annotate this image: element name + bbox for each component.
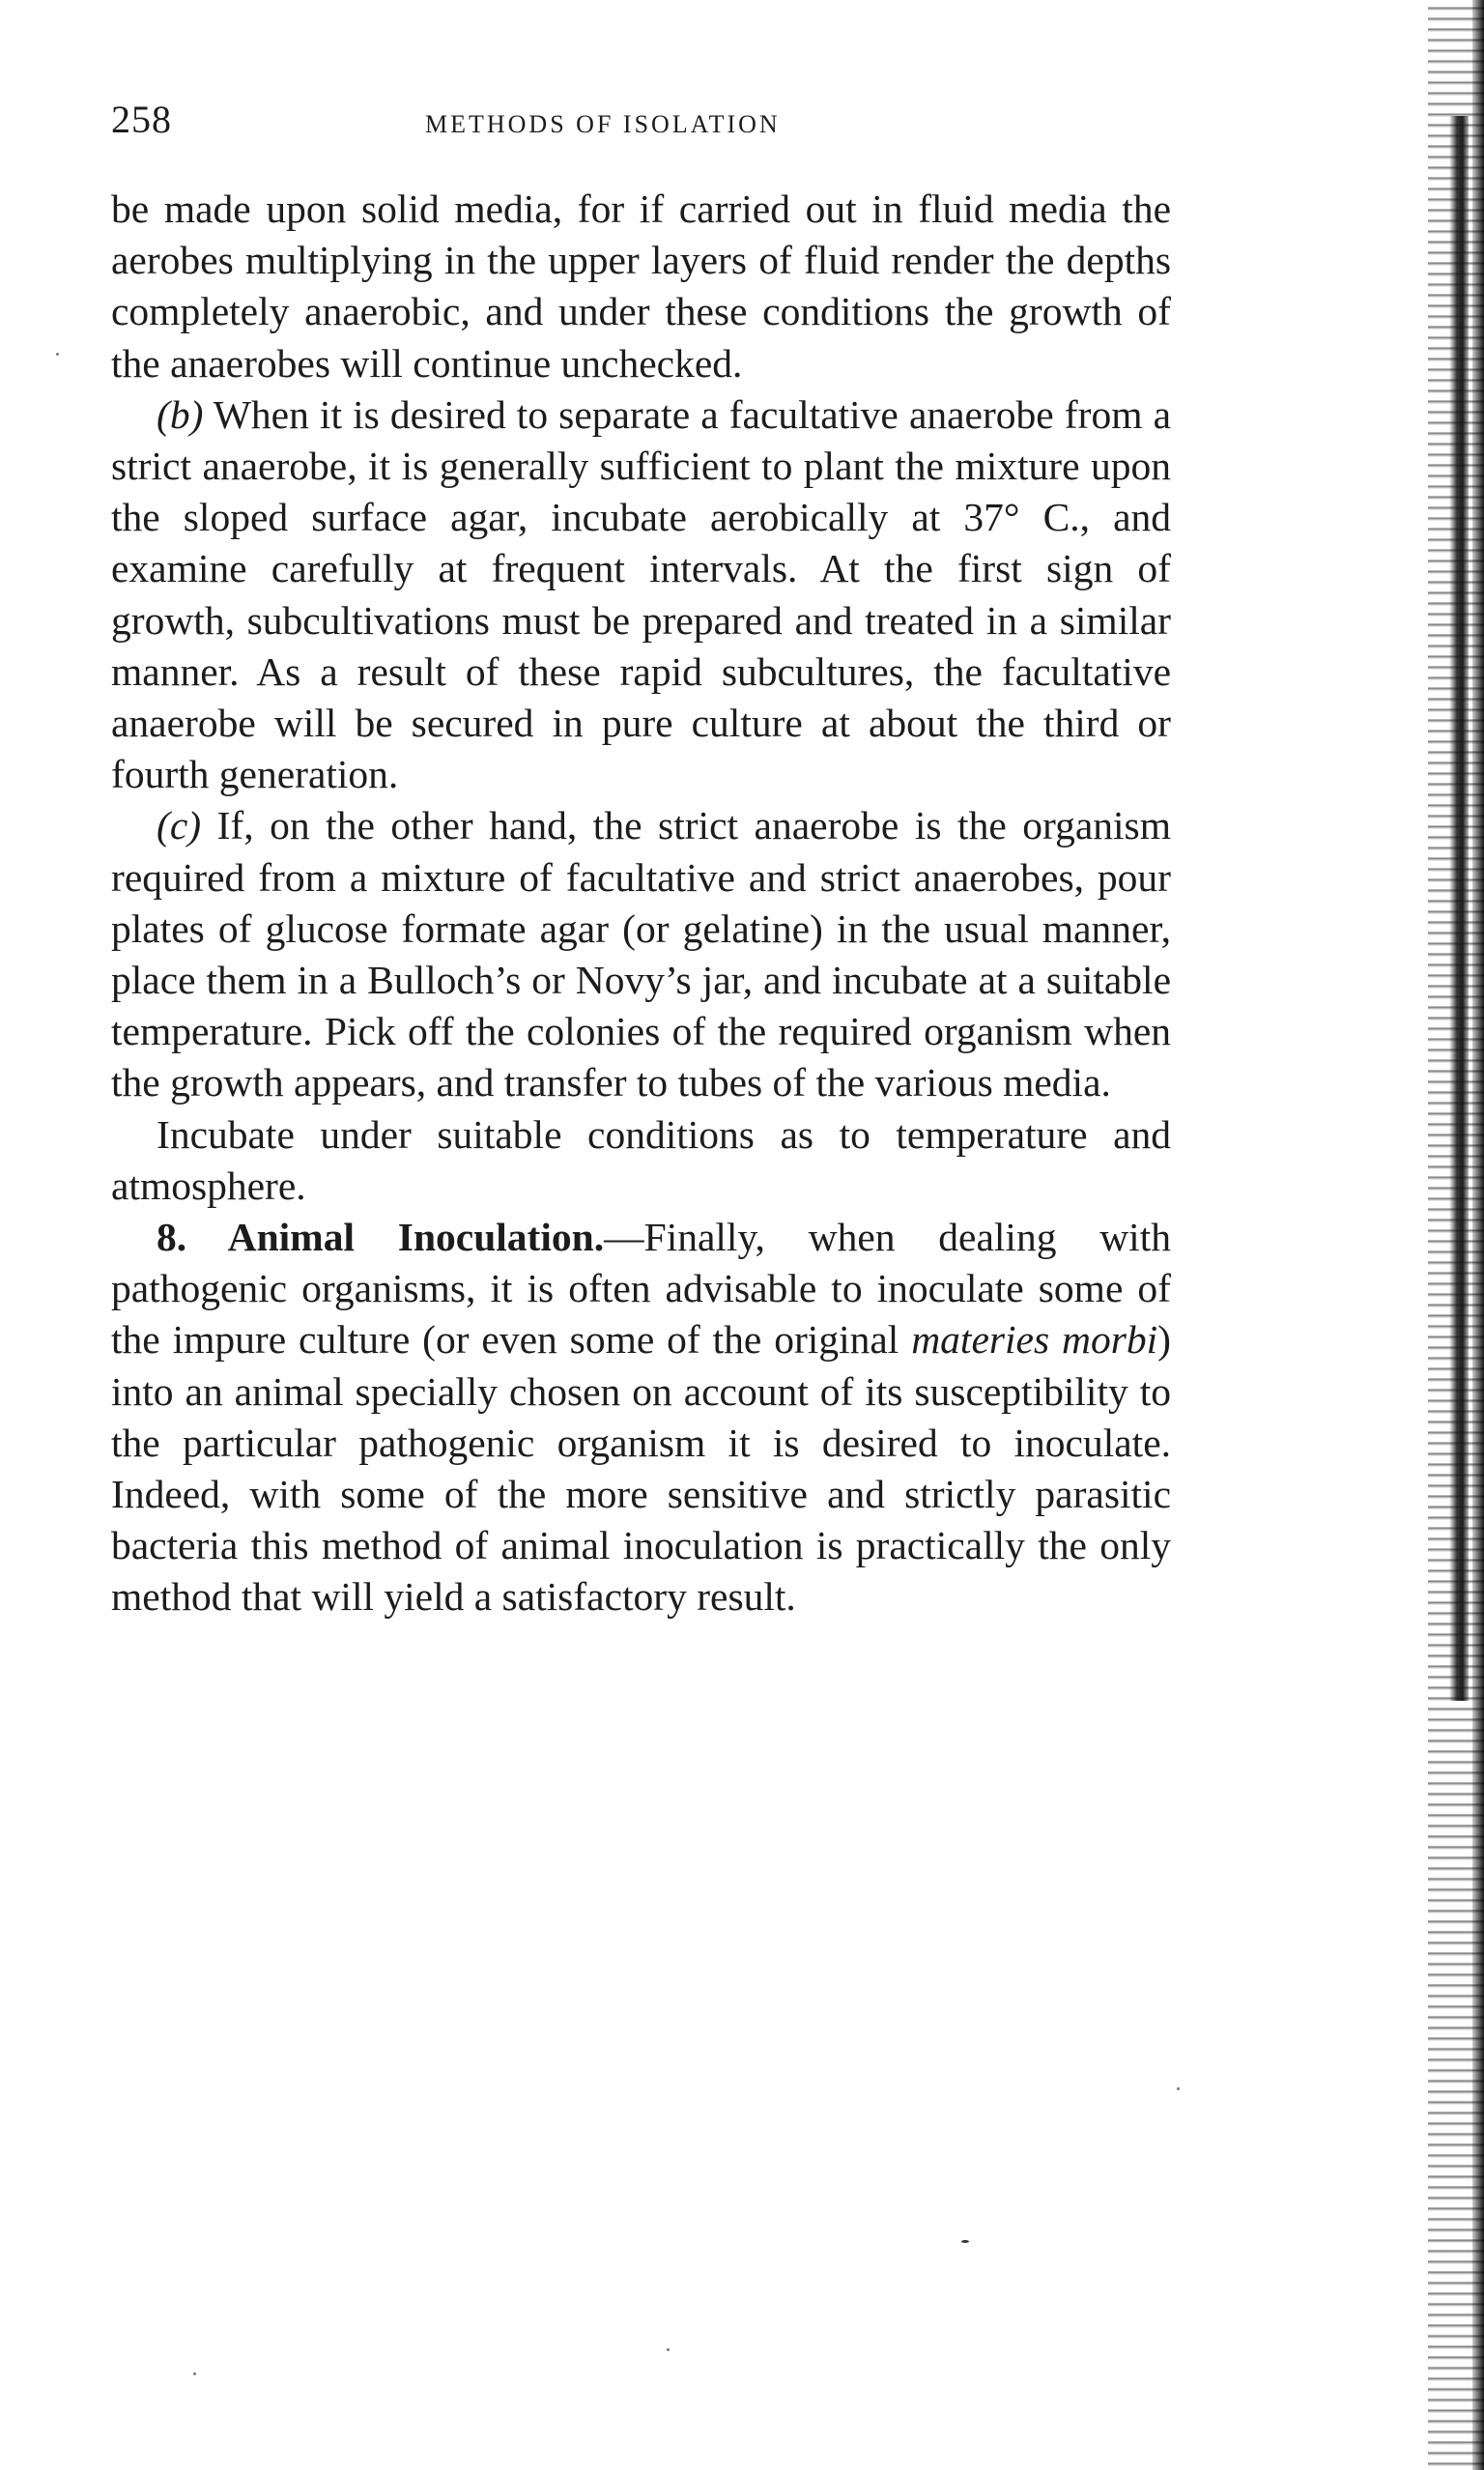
paragraph-text: When it is desired to separate a facultative anaerobe from a strict anaerobe, it is generally sufficient to plant the mixture upon the sloped surface agar, incubate aerobically at 37° C., and examine carefully at frequent intervals. At the first sign of growth, subcultivations must be prepared and treated in a similar manner. As a result of these rapid subcultures, the facultative anaerobe will be secured in pure culture at about the third or fourth generation. (111, 391, 1171, 797)
paragraph-animal-inoculation (111, 1212, 1171, 1623)
paper-speck (961, 2240, 969, 2243)
paragraph-text: be made upon solid media, for if carried out in fluid media the aerobes multiplying in the upper layers of fluid render the depths completely anaerobic, and under these conditions the growth of the anaerobes will continue unchecked. (111, 187, 1171, 386)
running-head (111, 97, 1174, 155)
scan-binding-shadow (1428, 0, 1484, 2470)
paragraph-text: ) into an animal specially chosen on account of its susceptibility to the particular pathogenic organism it is desired to inoculate. Indeed, with some of the more sensitive and strictly parasitic bacteria this method of animal inoculation is practically the only method that will yield a satisfactory result. (111, 1317, 1171, 1620)
paragraph-incubate (111, 1109, 1171, 1212)
page-number: 258 (111, 98, 172, 141)
body-text (111, 184, 1171, 1623)
paper-speck (193, 2372, 196, 2375)
running-head-title: METHODS OF ISOLATION (425, 110, 781, 138)
paragraph-text: —Finally, when dealing with pathogenic organisms, it is often advisable to inoculate some of the impure culture (or even some of the original (111, 1215, 1171, 1363)
paragraph-b (111, 389, 1171, 801)
paragraph-text: If, on the other hand, the strict anaerobe is the organism required from a mixture of facultative and strict anaerobes, pour plates of glucose formate agar (or gelatine) in the usual manner, place them in a Bulloch’s or Novy’s jar, and incubate at a suitable temperature. Pick off the colonies of the required organism when the growth appears, and transfer to tubes of the various media. (111, 803, 1171, 1106)
paper-speck (1177, 2087, 1180, 2090)
paragraph-label-b: (b) (157, 391, 204, 437)
italic-term: materies morbi (911, 1317, 1158, 1363)
paragraph-label-c: (c) (157, 803, 202, 848)
paper-speck (56, 353, 59, 356)
paragraph-text: Incubate under suitable conditions as to temperature and atmosphere. (111, 1111, 1171, 1208)
paragraph-continuation (111, 184, 1171, 389)
paragraph-c (111, 800, 1171, 1108)
section-heading: 8. Animal Inoculation. (157, 1215, 605, 1260)
paper-speck (667, 2348, 670, 2351)
